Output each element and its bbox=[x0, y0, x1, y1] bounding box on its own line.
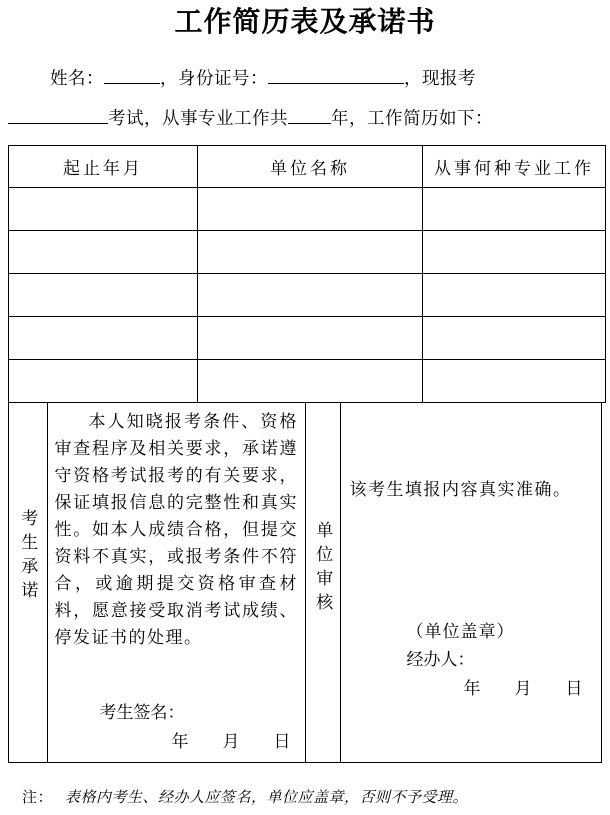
years-blank-field bbox=[288, 106, 331, 124]
commitment-cell bbox=[48, 403, 307, 762]
candidate-commitment-label-cell bbox=[9, 403, 48, 762]
table-row bbox=[9, 231, 606, 274]
intro-line1-tail: ，现报考 bbox=[404, 68, 476, 88]
table-cell-empty bbox=[198, 274, 423, 317]
footer-note bbox=[22, 786, 610, 807]
review-statement: 该考生填报内容真实准确。 bbox=[349, 480, 572, 499]
note-text: 表格内考生、经办人应签名，单位应盖章，否则不予受理。 bbox=[65, 790, 469, 806]
candidate-commitment-label: 考生承诺 bbox=[18, 508, 38, 605]
table-cell-empty bbox=[423, 231, 606, 274]
unit-seal-label: （单位盖章） bbox=[406, 622, 515, 641]
col-header-work: 从事何种专业工作 bbox=[423, 146, 606, 188]
commitment-text: 本人知晓报考条件、资格审查程序及相关要求，承诺遵守资格考试报考的有关要求，保证填报信息的完整性和真实性。如本人成绩合格，但提交资料不真实，或报考条件不符合，或逾期提交资格审查材料，愿意接受取消考试成绩、停发证书的处理。 bbox=[54, 412, 298, 647]
col-header-unit: 单位名称 bbox=[198, 146, 423, 188]
candidate-signature-label: 考生签名： bbox=[99, 703, 185, 722]
col-header-period: 起止年月 bbox=[9, 146, 198, 188]
note-prefix: 注： bbox=[22, 790, 54, 806]
table-row bbox=[9, 360, 606, 403]
work-history-table bbox=[8, 145, 606, 403]
exam-name-blank-field bbox=[8, 106, 108, 124]
table-cell-empty bbox=[9, 317, 198, 360]
id-number-blank-field bbox=[268, 66, 404, 84]
unit-review-label-cell bbox=[306, 403, 341, 762]
table-cell-empty bbox=[198, 231, 423, 274]
exam-label: 考试，从事专业工作共 bbox=[108, 108, 288, 128]
candidate-date-line: 年 月 日 bbox=[171, 732, 291, 751]
handler-label: 经办人： bbox=[406, 650, 475, 669]
table-cell-empty bbox=[9, 360, 198, 403]
table-cell-empty bbox=[423, 317, 606, 360]
table-cell-empty bbox=[423, 274, 606, 317]
review-date-line: 年 月 日 bbox=[463, 679, 583, 698]
intro-line2-tail: 年，工作简历如下： bbox=[331, 108, 493, 128]
name-label: 姓名： bbox=[50, 68, 104, 88]
unit-review-label: 单位审核 bbox=[313, 520, 333, 617]
id-number-label: ，身份证号： bbox=[160, 68, 268, 88]
table-cell-empty bbox=[198, 360, 423, 403]
table-row bbox=[9, 317, 606, 360]
table-cell-empty bbox=[198, 188, 423, 231]
table-row bbox=[9, 274, 606, 317]
intro-line-1 bbox=[8, 66, 600, 90]
table-row bbox=[9, 188, 606, 231]
unit-review-cell bbox=[341, 403, 602, 762]
table-header-row bbox=[9, 146, 606, 188]
intro-line-2 bbox=[8, 106, 600, 130]
table-cell-empty bbox=[9, 231, 198, 274]
commitment-review-section bbox=[8, 403, 602, 763]
table-cell-empty bbox=[423, 188, 606, 231]
page-title: 工作简历表及承诺书 bbox=[174, 7, 436, 38]
table-cell-empty bbox=[198, 317, 423, 360]
table-cell-empty bbox=[9, 188, 198, 231]
name-blank-field bbox=[104, 66, 160, 84]
table-cell-empty bbox=[9, 274, 198, 317]
intro-paragraph bbox=[8, 66, 600, 130]
table-cell-empty bbox=[423, 360, 606, 403]
